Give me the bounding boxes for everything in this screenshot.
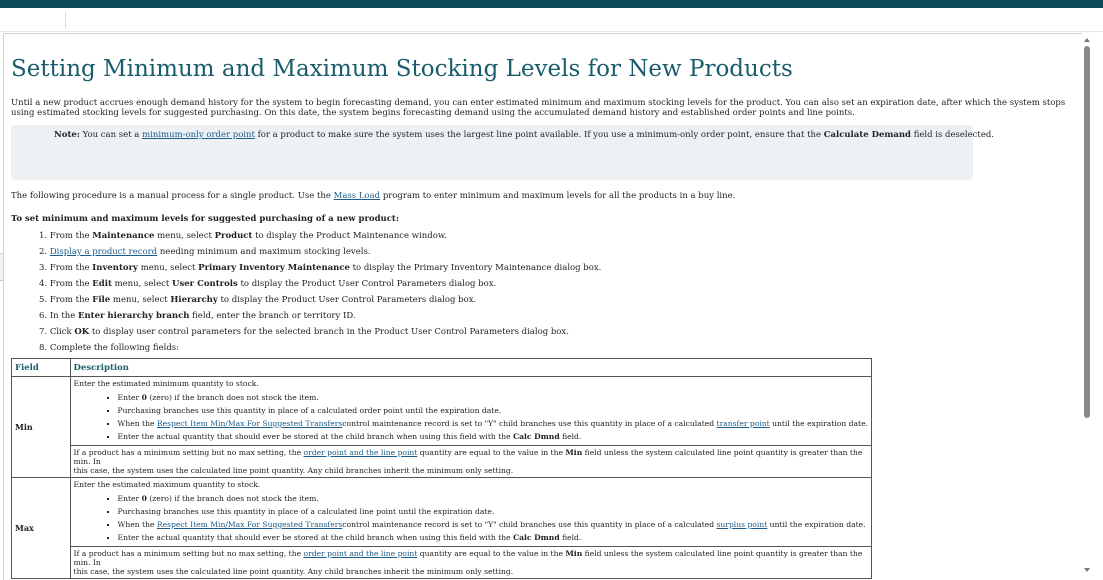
fields-table [11,358,872,579]
minimum-only-order-point-link[interactable]: minimum-only order point [142,130,255,140]
table-header-row [12,359,872,377]
toolbar-strip [0,8,1103,32]
field-description-note: If a product has a minimum setting but no max setting, the order point and the line point quantity are equal to the value in the Min field unless the system calculated line point quantity is greater than the min. In this case, the system uses the calculated line point quantity. Any child branches inherit the minimum only setting. [70,547,871,579]
scroll-down-arrow-icon[interactable] [1084,568,1090,572]
list-item: ▪ Enter the actual quantity that should ever be stored at the child branch when using this field with the Calc Dmnd field. [118,531,868,544]
step-item: 1. From the Maintenance menu, select Product to display the Product Maintenance window. [39,231,447,241]
respect-item-minmax-link[interactable]: Respect Item Min/Max For Suggested Transfers [156,419,343,428]
table-row [12,377,872,446]
column-header-field: Field [12,359,71,377]
order-line-point-link[interactable]: order point and the line point [303,549,418,558]
respect-item-minmax-link[interactable]: Respect Item Min/Max For Suggested Transfers [156,520,343,529]
field-description: Enter the estimated maximum quantity to stock. ▪ Enter 0 (zero) if the branch does not stock the item. ▪ Purchasing branches use this quantity in place of a calculated line point until the expiration date. ▪ When the Respect Item Min/Max For Suggested Transferscontrol maintenance record is set to "Y" child branches use this quantity in place of a calculated surplus point until the expiration date. ▪ Enter the actual quantity that should ever be stored at the child branch when using this field with the Calc Dmnd field. [70,478,871,547]
table-row [12,547,872,579]
mass-load-link[interactable]: Mass Load [333,191,381,201]
page-title: Setting Minimum and Maximum Stocking Levels for New Products [11,56,793,82]
list-item: ▪ Purchasing branches use this quantity in place of a calculated line point until the expiration date. [118,505,868,518]
note-box [11,125,995,180]
step-item: 7. Click OK to display user control parameters for the selected branch in the Product User Control Parameters dialog box. [39,327,569,337]
list-item: ▪ Enter 0 (zero) if the branch does not stock the item. [118,492,868,505]
step-item: 5. From the File menu, select Hierarchy to display the Product User Control Parameters dialog box. [39,295,477,305]
help-content-frame [3,33,1093,580]
table-row [12,446,872,478]
note-text [54,130,994,140]
step-item: 8. Complete the following fields: [39,343,179,353]
procedure-paragraph [11,191,735,201]
display-product-record-link[interactable]: Display a product record [49,247,158,257]
table-row [12,478,872,547]
step-item: 4. From the Edit menu, select User Controls to display the Product User Control Parameters dialog box. [39,279,497,289]
field-name-max: Max [12,478,71,579]
toolbar-divider [65,12,66,28]
order-line-point-link[interactable]: order point and the line point [303,448,418,457]
list-item: ▪ When the Respect Item Min/Max For Suggested Transferscontrol maintenance record is set to "Y" child branches use this quantity in place of a calculated surplus point until the expiration date. [118,518,868,531]
step-item: 6. In the Enter hierarchy branch field, enter the branch or territory ID. [39,311,356,321]
transfer-point-link[interactable]: transfer point [716,419,770,428]
procedure-pre: The following procedure is a manual process for a single product. Use the [11,191,331,201]
list-item: ▪ Enter the actual quantity that should ever be stored at the child branch when using this field with the Calc Dmnd field. [118,430,868,443]
note-mid: for a product to make sure the system uses the largest line point available. If you use a minimum-only order point, ensure that the [257,130,821,140]
step-item: 2. Display a product record needing minimum and maximum stocking levels. [39,247,371,257]
field-description: Enter the estimated minimum quantity to stock. ▪ Enter 0 (zero) if the branch does not stock the item. ▪ Purchasing branches use this quantity in place of a calculated order point until the expiration date. ▪ When the Respect Item Min/Max For Suggested Transferscontrol maintenance record is set to "Y" child branches use this quantity in place of a calculated transfer point until the expiration date. ▪ Enter the actual quantity that should ever be stored at the child branch when using this field with the Calc Dmnd field. [70,377,871,446]
scroll-up-arrow-icon[interactable] [1084,38,1090,42]
steps-list [11,228,601,356]
note-label: Note: [54,130,80,140]
surplus-point-link[interactable]: surplus point [716,520,768,529]
list-item: ▪ Enter 0 (zero) if the branch does not stock the item. [118,391,868,404]
field-description-note: If a product has a minimum setting but no max setting, the order point and the line point quantity are equal to the value in the Min field unless the system calculated line point quantity is greater than the min. In this case, the system uses the calculated line point quantity. Any child branches inherit the minimum only setting. [70,446,871,478]
note-pre: You can set a [82,130,140,140]
list-item: ▪ When the Respect Item Min/Max For Suggested Transferscontrol maintenance record is set to "Y" child branches use this quantity in place of a calculated transfer point until the expiration date. [118,417,868,430]
list-item: ▪ Purchasing branches use this quantity in place of a calculated order point until the expiration date. [118,404,868,417]
intro-paragraph: Until a new product accrues enough demand history for the system to begin forecasting demand, you can enter estimated minimum and maximum stocking levels for the product. You can also set an expiration date, after which the system stops using estimated stocking levels for suggested purchasing. On this date, the system begins forecasting demand using the accumulated demand history and established order points and line points. [11,98,1066,118]
note-post: field is deselected. [913,130,995,140]
steps-heading: To set minimum and maximum levels for suggested purchasing of a new product: [11,214,399,224]
column-header-description: Description [70,359,871,377]
note-bold: Calculate Demand [823,130,911,140]
app-top-bar [0,0,1103,8]
vertical-scrollbar[interactable] [1082,33,1094,579]
step-item: 3. From the Inventory menu, select Primary Inventory Maintenance to display the Primary Inventory Maintenance dialog box. [39,263,602,273]
field-name-min: Min [12,377,71,478]
procedure-post: program to enter minimum and maximum levels for all the products in a buy line. [382,191,736,201]
scrollbar-thumb[interactable] [1084,46,1090,418]
